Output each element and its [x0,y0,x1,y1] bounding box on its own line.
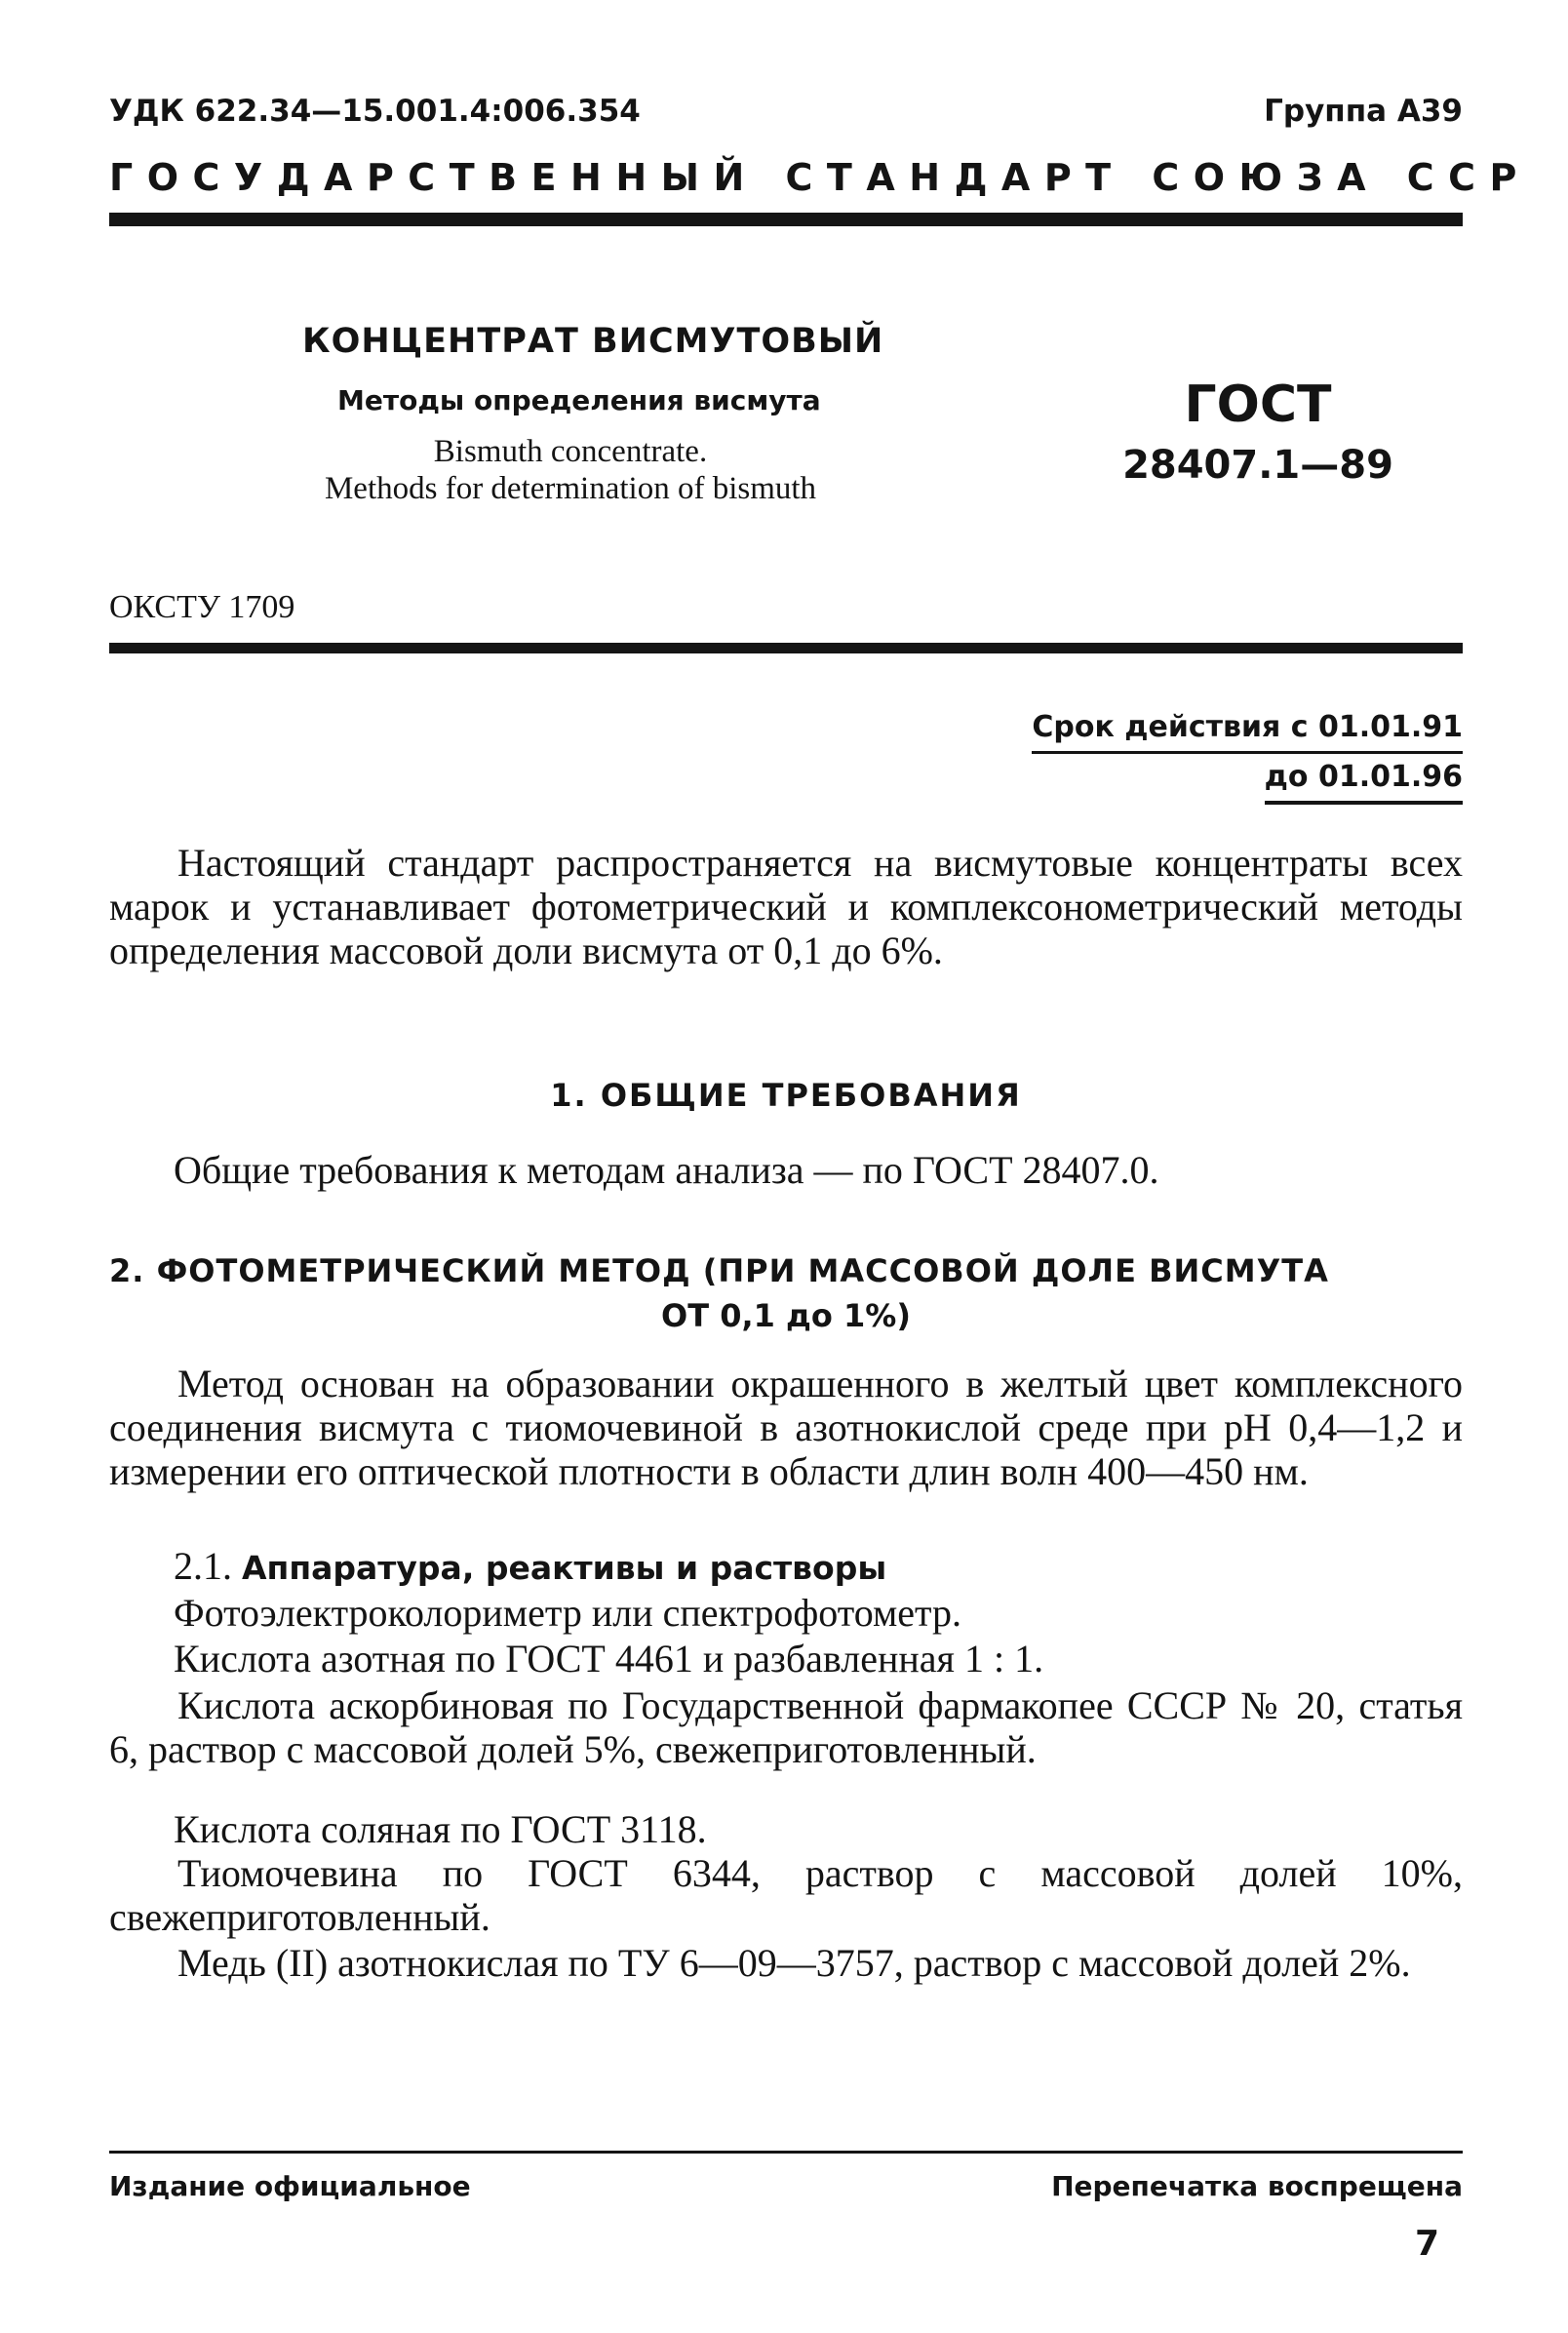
reagent-item: Кислота соляная по ГОСТ 3118. [174,1807,707,1851]
subsection-2-1-heading [174,1543,886,1589]
okstu-code: ОКСТУ 1709 [109,589,295,625]
validity-to: до 01.01.96 [1265,754,1463,805]
state-standard-banner: ГОСУДАРСТВЕННЫЙ СТАНДАРТ СОЮЗА ССР [109,156,1531,199]
validity-period [1032,704,1463,805]
reagent-item: Медь (II) азотнокислая по ТУ 6—09—3757, раствор с массовой долей 2%. [177,1941,1411,1985]
reprint-prohibited-note: Перепечатка воспрещена [1051,2170,1463,2202]
reagent-item: Тиомочевина по ГОСТ 6344, раствор с массовой долей 10%, свежеприготовленный. [109,1851,1463,1939]
reagent-item: Кислота аскорбиновая по Государственной фармакопее СССР № 20, статья 6, раствор с массовой долей 5%, свежеприготовленный. [109,1683,1463,1771]
document-subtitle: Методы определения висмута [337,384,821,416]
section2-heading-line1: 2. ФОТОМЕТРИЧЕСКИЙ МЕТОД (ПРИ МАССОВОЙ ДОЛЕ ВИСМУТА [109,1252,1329,1289]
validity-from: Срок действия с 01.01.91 [1032,704,1463,754]
footer-rule [109,2151,1463,2154]
gost-number: 28407.1—89 [1122,443,1393,488]
document-title: КОНЦЕНТРАТ ВИСМУТОВЫЙ [302,322,884,361]
udk-code: УДК 622.34—15.001.4:006.354 [109,94,641,129]
section1-text: Общие требования к методам анализа — по ГОСТ 28407.0. [174,1148,1159,1192]
section2-paragraph: Метод основан на образовании окрашенного в желтый цвет комплексного соединения висмута с тиомочевиной в азотнокислой среде при pH 0,4—1,2 и измерении его оптической плотности в области длин волн 400—450 нм. [109,1362,1463,1493]
subsection-title: Аппаратура, реактивы и растворы [242,1549,887,1587]
section2-heading-line2: ОТ 0,1 до 1%) [661,1297,911,1334]
group-code: Группа А39 [1264,94,1463,129]
english-title [254,433,887,507]
english-title-line1: Bismuth concentrate. [433,434,708,469]
reagent-item: Кислота азотная по ГОСТ 4461 и разбавленная 1 : 1. [174,1637,1044,1681]
intro-paragraph: Настоящий стандарт распространяется на висмутовые концентраты всех марок и устанавливает фотометрический и комплексонометрический методы определения массовой доли висмута от 0,1 до 6%. [109,841,1463,972]
english-title-line2: Methods for determination of bismuth [324,471,817,506]
header-rule [109,213,1463,226]
page-number: 7 [1414,2224,1439,2264]
subsection-number: 2.1. [174,1544,232,1588]
section1-heading: 1. ОБЩИЕ ТРЕБОВАНИЯ [550,1077,1022,1114]
reagent-item: Фотоэлектроколориметр или спектрофотометр. [174,1591,962,1635]
official-edition-note: Издание официальное [109,2170,471,2202]
gost-label: ГОСТ [1184,376,1332,434]
title-rule [109,643,1463,653]
